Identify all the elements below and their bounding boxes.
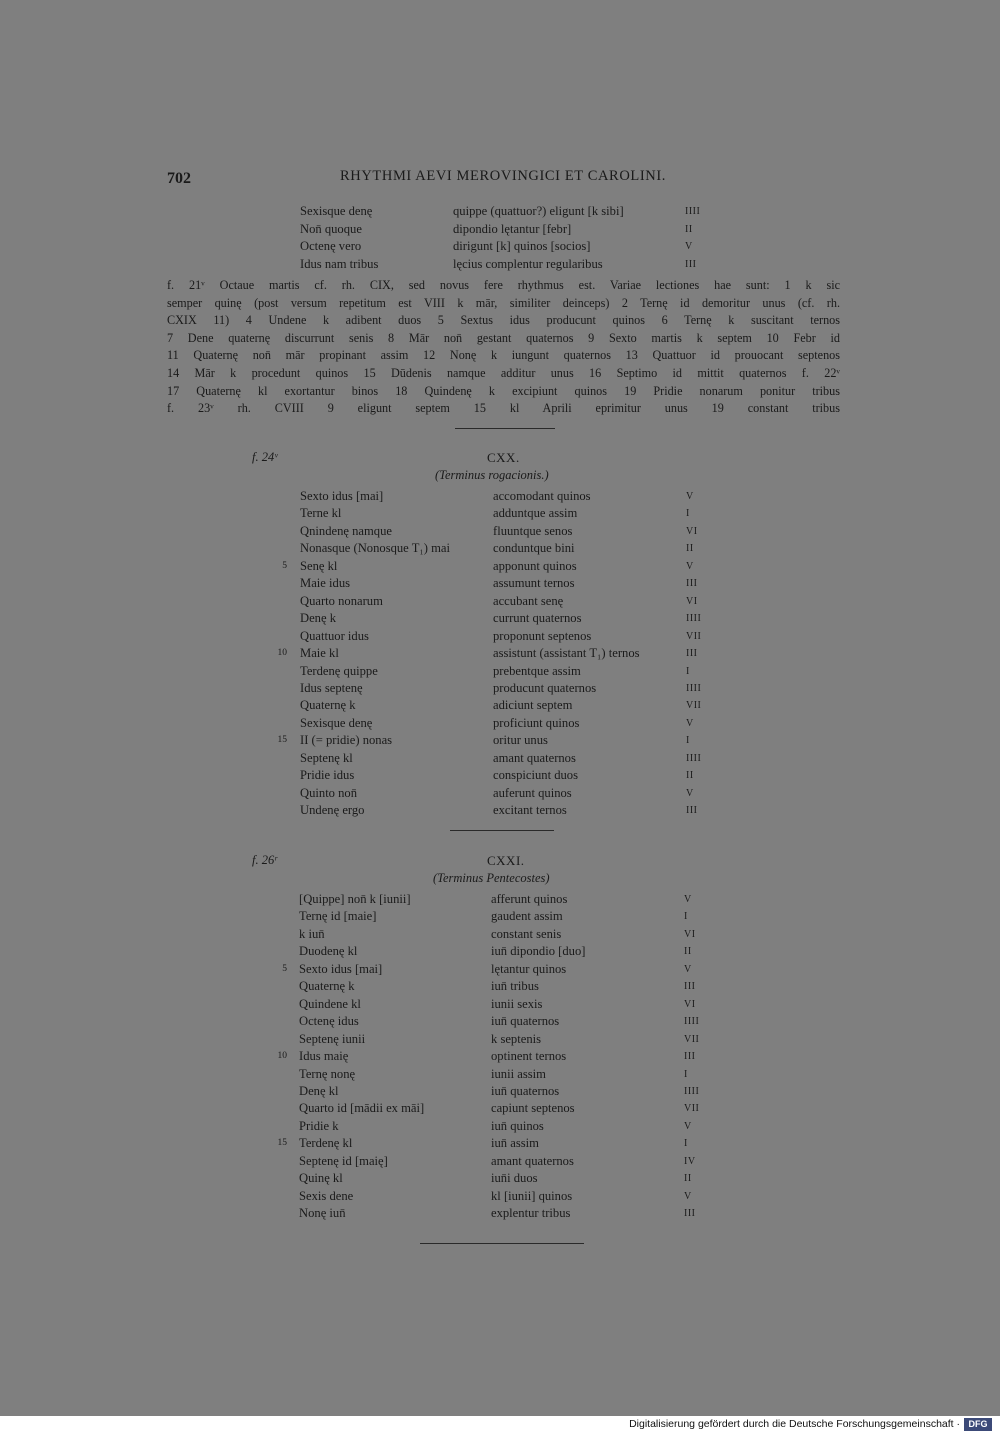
verse-first-half: Quarto id [mādii ex māi] (299, 1101, 425, 1116)
verse-first-half: Denę k (300, 611, 337, 626)
roman-numeral: III (684, 1208, 696, 1220)
verse-line (0, 750, 1000, 767)
verse-second-half: gaudent assim (491, 909, 563, 924)
verse-first-half: Quaternę k (299, 979, 355, 994)
running-head: RHYTHMI AEVI MEROVINGICI ET CAROLINI. (340, 168, 667, 184)
verse-line (0, 1205, 1000, 1222)
verse-second-half: iunii sexis (491, 996, 543, 1011)
verse-second-half: iun̄ quaternos (491, 1083, 560, 1098)
folio-ref-cxx: f. 24ᵛ (252, 450, 278, 464)
verse-second-half: iunii assim (491, 1066, 546, 1081)
poem-number-cxxi: CXXI. (487, 853, 525, 868)
verse-line (0, 891, 1000, 908)
verse-second-half: adduntque assim (493, 506, 578, 521)
verse-line (0, 926, 1000, 943)
verse-first-half: Sexis dene (299, 1188, 354, 1203)
roman-numeral: V (684, 1120, 692, 1132)
verse-line (0, 1066, 1000, 1083)
roman-numeral: IIII (686, 682, 702, 694)
roman-numeral: V (684, 963, 692, 975)
apparatus-line: CXIX 11) 4 Undene k adibent duos 5 Sextus idus producunt quinos 6 Ternę k suscitant ternos (167, 313, 840, 328)
verse-first-half: [Quippe] non̄ k [iunii] (299, 892, 411, 906)
line-number: 15 (277, 1138, 287, 1149)
verse-line (0, 802, 1000, 819)
verse-second-half: k septenis (491, 1031, 542, 1046)
verse-second-half: conduntque bini (493, 541, 575, 556)
verse-line (0, 908, 1000, 925)
verse-second-half: amant quaternos (491, 1153, 574, 1168)
roman-numeral: V (686, 560, 694, 572)
verse-line (0, 996, 1000, 1013)
verse-second-half: iun̄ assim (491, 1136, 539, 1151)
roman-numeral: I (684, 1068, 688, 1080)
verse-second-half: constant senis (491, 926, 562, 941)
poem-subtitle-cxxi: (Terminus Pentecostes) (433, 871, 550, 885)
verse-line (0, 1083, 1000, 1100)
verse-second-half: kl [iunii] quinos (491, 1188, 573, 1203)
verse-second-half: lętantur quinos (491, 961, 567, 976)
roman-numeral: II (684, 1173, 692, 1185)
verse-first-half: Denę kl (299, 1083, 339, 1098)
verse-line (0, 715, 1000, 732)
verse-first-half: Septenę id [maię] (299, 1153, 388, 1168)
roman-numeral: III (685, 258, 697, 270)
verse-line (0, 1153, 1000, 1170)
verse-first-half: Ternę nonę (299, 1066, 356, 1081)
verse-line (0, 488, 1000, 505)
roman-numeral: V (686, 787, 694, 799)
verse-second-half: assistunt (assistant T₁) ternos (493, 646, 640, 661)
apparatus-line: 14 Mār k procedunt quinos 15 Dūdenis namque additur unus 16 Septimo id mittit quaternos f. 22ᵛ (167, 366, 840, 380)
verse-second-half: afferunt quinos (491, 892, 568, 906)
verse-first-half: Terdenę kl (299, 1136, 353, 1151)
verse-first-half: Sexto idus [mai] (299, 961, 383, 976)
roman-numeral: I (684, 911, 688, 923)
verse-second-half: apponunt quinos (493, 558, 577, 573)
verse-first-half: Ternę id [maie] (299, 909, 377, 924)
verse-first-half: Sexto idus [mai] (300, 489, 384, 503)
apparatus-line: f. 21ᵛ Octaue martis cf. rh. CIX, sed novus fere rhythmus est. Variae lectiones hae sunt: 1 k sic (167, 278, 840, 292)
roman-numeral: VII (686, 630, 702, 642)
roman-numeral: VI (686, 525, 698, 537)
roman-numeral: II (685, 223, 693, 235)
verse-first-half: Duodenę kl (299, 944, 358, 959)
roman-numeral: VI (684, 998, 696, 1010)
roman-numeral: IIII (686, 613, 702, 625)
verse-line (0, 663, 1000, 680)
roman-numeral: VII (686, 700, 702, 712)
dfg-logo: DFG (964, 1418, 992, 1431)
section-divider (455, 428, 555, 429)
verse-line (0, 203, 1000, 220)
verse-first-half: Non̄ quoque (300, 221, 362, 236)
verse-line (0, 610, 1000, 627)
roman-numeral: V (685, 241, 693, 253)
verse-line (0, 1170, 1000, 1187)
verse-first-half: Maie idus (300, 576, 351, 591)
verse-second-half: amant quaternos (493, 750, 576, 765)
apparatus-line: 17 Quaternę kl exortantur binos 18 Quindenę k excipiunt quinos 19 Pridie nonarum ponitur tribus (167, 383, 840, 398)
verse-line (0, 628, 1000, 645)
verse-first-half: Idus maię (299, 1049, 349, 1064)
verse-line (0, 680, 1000, 697)
roman-numeral: V (686, 717, 694, 729)
verse-first-half: Undenę ergo (300, 803, 365, 818)
verse-second-half: capiunt septenos (491, 1101, 575, 1116)
verse-second-half: fluuntque senos (493, 523, 573, 538)
verse-first-half: Nonę iun̄ (299, 1206, 346, 1221)
verse-second-half: dirigunt [k] quinos [socios] (453, 239, 591, 254)
verse-first-half: Pridie idus (300, 768, 355, 783)
verse-second-half: oritur unus (493, 733, 548, 748)
verse-line (0, 1118, 1000, 1135)
verse-line (0, 961, 1000, 978)
verse-line (0, 256, 1000, 273)
verse-first-half: Pridie k (299, 1118, 339, 1133)
verse-line (0, 1013, 1000, 1030)
roman-numeral: IIII (686, 752, 702, 764)
roman-numeral: IIII (684, 1016, 700, 1028)
line-number: 5 (282, 963, 287, 974)
verse-line (0, 732, 1000, 749)
verse-first-half: Senę kl (300, 558, 338, 573)
verse-second-half: producunt quaternos (493, 680, 597, 695)
verse-second-half: iun̄i duos (491, 1171, 538, 1186)
verse-line (0, 767, 1000, 784)
verse-first-half: Quaternę k (300, 698, 356, 713)
verse-first-half: Quindene kl (299, 996, 361, 1011)
verse-line (0, 575, 1000, 592)
verse-first-half: Octenę vero (300, 239, 362, 254)
verse-line (0, 593, 1000, 610)
verse-second-half: explentur tribus (491, 1206, 571, 1221)
verse-line (0, 697, 1000, 714)
funding-notice: Digitalisierung gefördert durch die Deutsche Forschungsgemeinschaft · (629, 1418, 960, 1430)
verse-line (0, 1048, 1000, 1065)
verse-first-half: Septenę kl (300, 750, 353, 765)
verse-line (0, 558, 1000, 575)
verse-first-half: Terdenę quippe (300, 663, 378, 678)
apparatus-line: 7 Dene quaternę discurrunt senis 8 Mār non̄ gestant quaternos 9 Sexto martis k septem 10 Febr id (167, 330, 840, 345)
verse-line (0, 1100, 1000, 1117)
verse-first-half: k iun̄ (299, 926, 325, 941)
line-number: 15 (277, 735, 287, 746)
roman-numeral: III (684, 1051, 696, 1063)
verse-second-half: excitant ternos (493, 803, 567, 818)
verse-second-half: currunt quaternos (493, 611, 582, 626)
verse-first-half: Idus nam tribus (300, 256, 379, 271)
line-number: 10 (277, 648, 287, 659)
verse-second-half: accomodant quinos (493, 489, 591, 503)
roman-numeral: IV (684, 1155, 696, 1167)
verse-first-half: Quinę kl (299, 1171, 343, 1186)
roman-numeral: I (684, 1138, 688, 1150)
verse-line (0, 523, 1000, 540)
verse-line (0, 943, 1000, 960)
roman-numeral: II (684, 946, 692, 958)
verse-second-half: adiciunt septem (493, 698, 573, 713)
verse-first-half: Idus septenę (300, 680, 363, 695)
verse-line (0, 1031, 1000, 1048)
roman-numeral: IIII (685, 206, 701, 217)
roman-numeral: III (686, 578, 698, 590)
line-number: 10 (277, 1051, 287, 1062)
poem-subtitle-cxx: (Terminus rogacionis.) (435, 468, 549, 482)
verse-first-half: Quinto non̄ (300, 785, 358, 800)
verse-first-half: Qnindenę namque (300, 523, 392, 538)
verse-second-half: prebentque assim (493, 663, 581, 678)
verse-second-half: conspiciunt duos (493, 768, 579, 783)
verse-first-half: Octenę idus (299, 1014, 359, 1029)
roman-numeral: V (686, 491, 694, 502)
verse-second-half: proponunt septenos (493, 628, 592, 643)
verse-line (0, 645, 1000, 662)
roman-numeral: IIII (684, 1085, 700, 1097)
verse-first-half: II (= pridie) nonas (300, 733, 393, 748)
apparatus-line: 11 Quaternę non̄ mār propinant assim 12 Nonę k iungunt quaternos 13 Quattuor id prouocant septenos (167, 348, 840, 363)
line-number: 5 (282, 560, 287, 571)
roman-numeral: II (686, 770, 694, 782)
roman-numeral: V (684, 894, 692, 905)
folio-ref-cxxi: f. 26ʳ (252, 853, 277, 867)
roman-numeral: III (686, 648, 698, 660)
roman-numeral: VII (684, 1103, 700, 1115)
verse-line (0, 540, 1000, 557)
verse-line (0, 505, 1000, 522)
roman-numeral: III (686, 805, 698, 817)
verse-second-half: lęcius complentur regularibus (453, 256, 603, 271)
section-divider (450, 830, 554, 831)
roman-numeral: I (686, 735, 690, 747)
verse-line (0, 238, 1000, 255)
roman-numeral: I (686, 508, 690, 520)
roman-numeral: V (684, 1190, 692, 1202)
verse-line (0, 1135, 1000, 1152)
verse-line (0, 221, 1000, 238)
verse-second-half: iun̄ dipondio [duo] (491, 944, 586, 959)
roman-numeral: I (686, 665, 690, 677)
page-number: 702 (167, 170, 191, 187)
verse-second-half: quippe (quattuor?) eligunt [k sibi] (453, 204, 624, 218)
roman-numeral: VI (684, 928, 696, 940)
apparatus-line: f. 23ᵛ rh. CVIII 9 eligunt septem 15 kl Aprili eprimitur unus 19 constant tribus (167, 401, 840, 416)
verse-first-half: Septenę iunii (299, 1031, 366, 1046)
poem-number-cxx: CXX. (487, 450, 520, 465)
roman-numeral: VI (686, 595, 698, 607)
verse-second-half: iun̄ tribus (491, 979, 539, 994)
verse-first-half: Maie kl (300, 646, 339, 661)
verse-first-half: Sexisque denę (300, 204, 373, 218)
apparatus-line: semper quinę (post versum repetitum est VIII k mār, similiter deinceps) 2 Ternę id demoritur unus (cf. rh. (167, 295, 840, 310)
verse-first-half: Terne kl (300, 506, 342, 521)
verse-line (0, 1188, 1000, 1205)
roman-numeral: II (686, 543, 694, 555)
verse-second-half: proficiunt quinos (493, 715, 580, 730)
footer-bar (0, 1416, 1000, 1434)
verse-second-half: dipondio lętantur [febr] (453, 221, 572, 236)
verse-second-half: auferunt quinos (493, 785, 572, 800)
end-divider (420, 1243, 584, 1244)
verse-line (0, 785, 1000, 802)
verse-first-half: Sexisque denę (300, 715, 373, 730)
verse-first-half: Quattuor idus (300, 628, 369, 643)
roman-numeral: VII (684, 1033, 700, 1045)
verse-second-half: iun̄ quinos (491, 1118, 544, 1133)
verse-second-half: accubant senę (493, 593, 564, 608)
verse-line (0, 978, 1000, 995)
verse-second-half: optinent ternos (491, 1049, 567, 1064)
verse-first-half: Nonasque (Nonosque T₁) mai (300, 541, 451, 556)
verse-first-half: Quarto nonarum (300, 593, 383, 608)
verse-second-half: iun̄ quaternos (491, 1014, 560, 1029)
verse-second-half: assumunt ternos (493, 576, 575, 591)
roman-numeral: III (684, 981, 696, 993)
